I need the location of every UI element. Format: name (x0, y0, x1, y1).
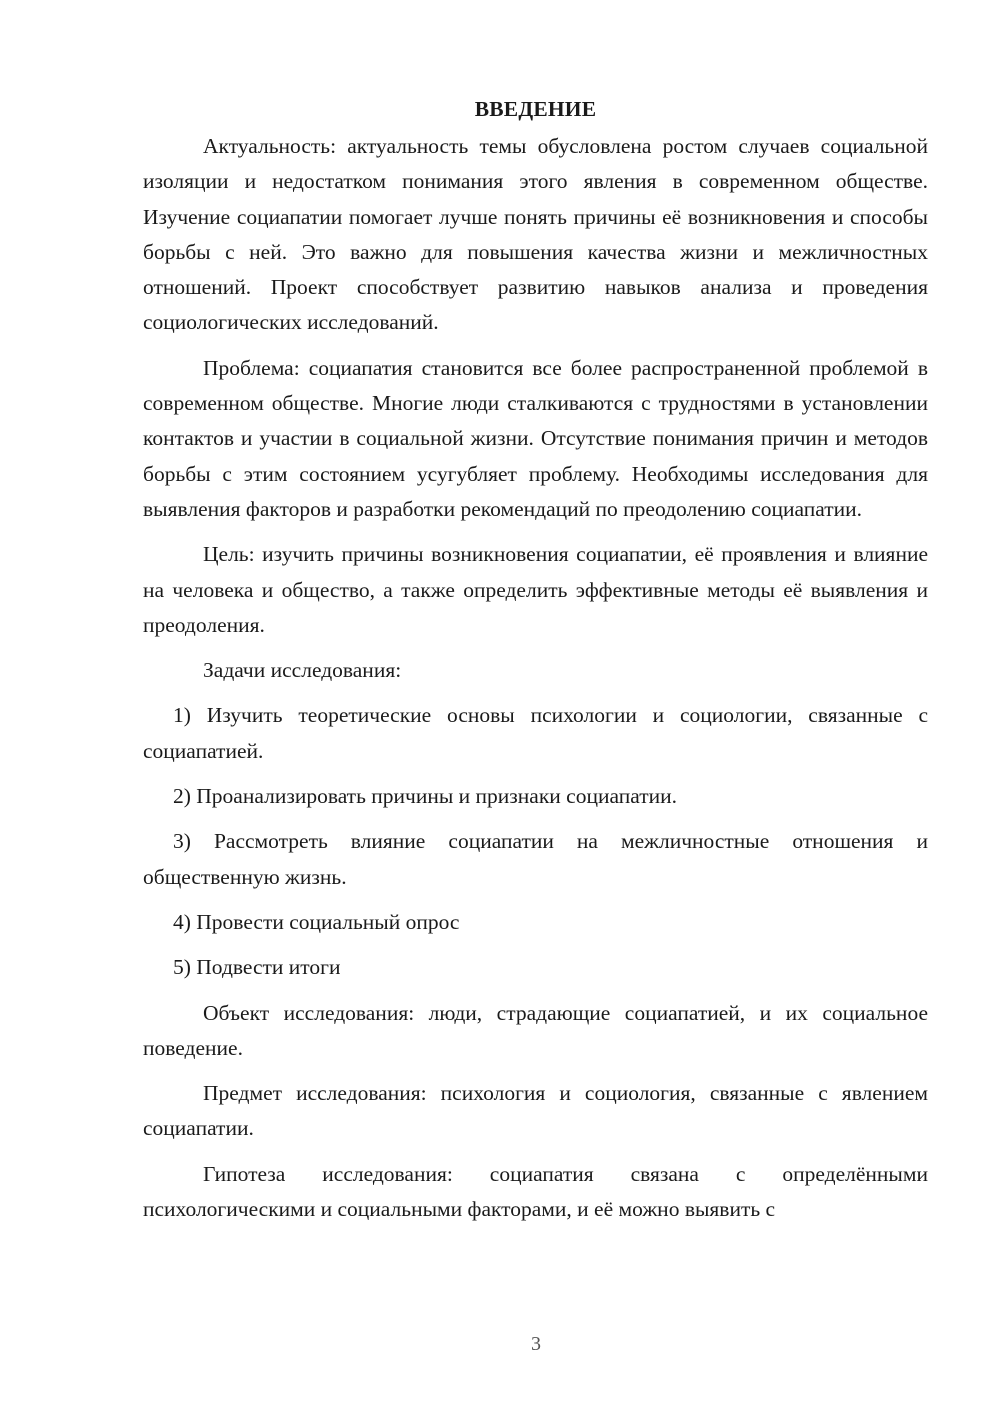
tasks-list (143, 698, 928, 985)
list-item: 3) Рассмотреть влияние социапатии на межличностные отношения и общественную жизнь. (143, 829, 928, 889)
list-item: 4) Провести социальный опрос (173, 909, 460, 934)
list-item: 2) Проанализировать причины и признаки социапатии. (173, 784, 678, 809)
paragraph-object: Объект исследования: люди, страдающие социапатией, и их социальное поведение. (143, 1000, 928, 1060)
document-page (143, 92, 928, 1237)
list-item: 1) Изучить теоретические основы психологии и социологии, связанные с социапатией. (143, 703, 928, 763)
paragraph-subject: Предмет исследования: психология и социология, связанные с явлением социапатии. (143, 1081, 928, 1141)
paragraph-problem: Проблема: социапатия становится все более распространенной проблемой в современном обществе. Многие люди сталкиваются с трудностями в установлении контактов и участии в социальной жизни. Отсутствие понимания причин и методов борьбы с этим состоянием усугубляет проблему. Необходимы исследования для выявления факторов и разработки рекомендаций по преодолению социапатии. (143, 355, 928, 521)
paragraph-goal: Цель: изучить причины возникновения социапатии, её проявления и влияние на человека и общество, а также определить эффективные методы её выявления и преодоления. (143, 542, 928, 637)
page-number: 3 (531, 1333, 541, 1355)
document-title: ВВЕДЕНИЕ (474, 97, 597, 121)
paragraph-hypothesis: Гипотеза исследования: социапатия связана с определёнными психологическими и социальными факторами, и её можно выявить с (143, 1161, 928, 1222)
list-item: 5) Подвести итоги (173, 955, 341, 980)
paragraph-relevance: Актуальность: актуальность темы обусловлена ростом случаев социальной изоляции и недостатком понимания этого явления в современном обществе. Изучение социапатии помогает лучше понять причины её возникновения и способы борьбы с ней. Это важно для повышения качества жизни и межличностных отношений. Проект способствует развитию навыков анализа и проведения социологических исследований. (143, 134, 928, 335)
tasks-heading: Задачи исследования: (203, 658, 402, 683)
